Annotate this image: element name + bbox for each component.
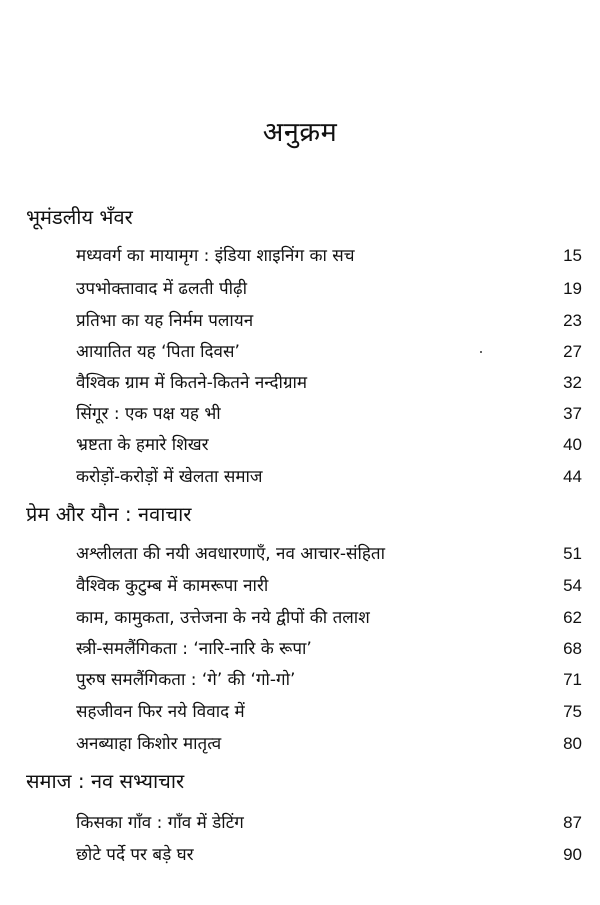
entry-title: वैश्विक कुटुम्ब में कामरूपा नारी <box>76 576 269 596</box>
toc-entry[interactable] <box>76 729 582 759</box>
entry-page-number: 32 <box>563 373 582 392</box>
page-title: अनुक्रम <box>262 117 338 148</box>
toc-entry[interactable] <box>76 539 582 569</box>
entry-page-number: 87 <box>563 813 582 832</box>
entry-page-number: 75 <box>563 702 582 721</box>
entry-page-number: 54 <box>563 576 582 595</box>
entry-title: भ्रष्टता के हमारे शिखर <box>76 435 209 455</box>
entry-title: स्त्री-समलैंगिकता : ‘नारि-नारि के रूपा’ <box>76 639 312 659</box>
toc-entry[interactable] <box>76 665 582 695</box>
entry-title: सहजीवन फिर नये विवाद में <box>76 702 245 722</box>
entry-page-number: 90 <box>563 845 582 864</box>
entry-title: वैश्विक ग्राम में कितने-कितने नन्दीग्राम <box>76 373 308 393</box>
toc-entry[interactable] <box>76 274 582 304</box>
toc-entry[interactable] <box>76 634 582 664</box>
entry-page-number: 68 <box>563 639 582 658</box>
section-heading-bhumandaliya: भूमंडलीय भँवर <box>26 205 133 229</box>
entry-page-number: 71 <box>563 670 582 689</box>
toc-entry[interactable] <box>76 337 582 367</box>
print-speck <box>480 351 482 353</box>
entry-title: सिंगूर : एक पक्ष यह भी <box>76 404 221 424</box>
entry-title: मध्यवर्ग का मायामृग : इंडिया शाइनिंग का सच <box>76 246 355 266</box>
toc-entry[interactable] <box>76 603 582 633</box>
section-heading-prem-aur-yaun: प्रेम और यौन : नवाचार <box>26 502 192 526</box>
toc-entry[interactable] <box>76 808 582 838</box>
entry-title: उपभोक्तावाद में ढलती पीढ़ी <box>76 279 248 299</box>
entry-page-number: 44 <box>563 467 582 486</box>
entry-page-number: 51 <box>563 544 582 563</box>
toc-entry[interactable] <box>76 571 582 601</box>
entry-page-number: 80 <box>563 734 582 753</box>
entry-title: प्रतिभा का यह निर्मम पलायन <box>76 311 254 331</box>
entry-title: काम, कामुकता, उत्तेजना के नये द्वीपों की तलाश <box>76 608 370 628</box>
entry-title: अश्लीलता की नयी अवधारणाएँ, नव आचार-संहिता <box>76 544 386 564</box>
entry-page-number: 19 <box>563 279 582 298</box>
entry-title: करोड़ों-करोड़ों में खेलता समाज <box>76 467 263 487</box>
toc-entry[interactable] <box>76 462 582 492</box>
toc-entry[interactable] <box>76 430 582 460</box>
entry-title: अनब्याहा किशोर मातृत्व <box>76 734 222 754</box>
entry-title: किसका गाँव : गाँव में डेटिंग <box>76 813 244 833</box>
entry-page-number: 62 <box>563 608 582 627</box>
toc-entry[interactable] <box>76 241 582 271</box>
toc-entry[interactable] <box>76 697 582 727</box>
entry-page-number: 23 <box>563 311 582 330</box>
toc-entry[interactable] <box>76 840 582 870</box>
entry-title: आयातित यह ‘पिता दिवस’ <box>76 342 240 362</box>
section-heading-samaj: समाज : नव सभ्याचार <box>26 769 185 793</box>
entry-page-number: 15 <box>563 246 582 265</box>
entry-page-number: 37 <box>563 404 582 423</box>
toc-entry[interactable] <box>76 306 582 336</box>
entry-title: पुरुष समलैंगिकता : ‘गे’ की ‘गो-गो’ <box>76 670 296 690</box>
entry-page-number: 40 <box>563 435 582 454</box>
entry-title: छोटे पर्दे पर बड़े घर <box>76 845 194 865</box>
toc-entry[interactable] <box>76 368 582 398</box>
toc-entry[interactable] <box>76 399 582 429</box>
entry-page-number: 27 <box>563 342 582 361</box>
